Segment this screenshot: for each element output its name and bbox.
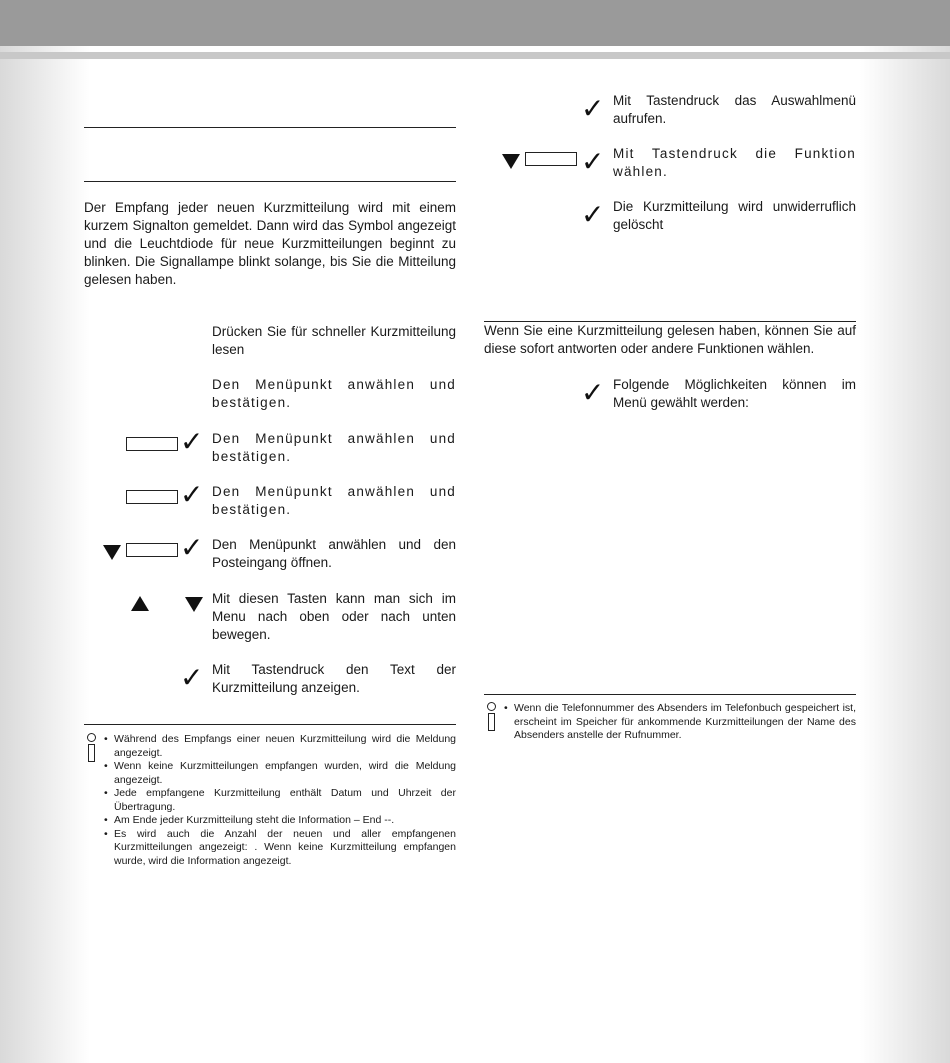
key-button-icon: [126, 437, 178, 451]
check-icon: ✓: [180, 531, 204, 564]
left-notes-list: [104, 733, 456, 868]
right-note-1: • Wenn die Telefonnummer des Absenders im Telefonbuch gespeichert ist, erscheint im Speicher für ankommende Kurzmitteilungen der Name des Absenders anstelle der Rufnummer.: [504, 702, 856, 743]
right-step-2: Mit Tastendruck die Funktion wählen.: [613, 146, 856, 179]
left-step-4: Den Menüpunkt anwählen und bestätigen.: [212, 484, 456, 517]
left-step-1: Drücken Sie für schneller Kurzmitteilung lesen: [212, 324, 456, 357]
check-icon: ✓: [581, 376, 605, 409]
key-button-icon: [525, 152, 577, 166]
check-icon: ✓: [180, 478, 204, 511]
check-icon: ✓: [581, 145, 605, 178]
left-step-6: Mit diesen Tasten kann man sich im Menu nach oben oder nach unten bewegen.: [212, 591, 456, 642]
check-icon: ✓: [581, 92, 605, 125]
right-step-1: Mit Tastendruck das Auswahlmenü aufrufen.: [613, 93, 856, 126]
arrow-down-icon: [185, 597, 203, 612]
info-icon: [486, 702, 498, 732]
right-notes-list: [504, 702, 856, 743]
check-icon: ✓: [180, 661, 204, 694]
left-heading-rule-bottom: [84, 181, 456, 182]
header-stripe: [0, 52, 950, 59]
left-note-5: • Es wird auch die Anzahl der neuen und aller empfangenen Kurzmitteilungen angezeigt: . Wenn keine Kurzmitteilung empfangen wurde, wird die Information angezeigt.: [104, 828, 456, 869]
left-heading-rule-top: [84, 127, 456, 128]
right-step-3: Die Kurzmitteilung wird unwiderruflich gelöscht: [613, 199, 856, 232]
info-icon: [86, 733, 98, 763]
left-step-5: Den Menüpunkt anwählen und den Posteingang öffnen.: [212, 537, 456, 570]
arrow-down-icon: [502, 154, 520, 169]
arrow-down-icon: [103, 545, 121, 560]
left-step-3: Den Menüpunkt anwählen und bestätigen.: [212, 431, 456, 464]
header-bar: [0, 0, 950, 46]
left-notes-rule: [84, 724, 456, 725]
right-intro-text: Wenn Sie eine Kurzmitteilung gelesen haben, können Sie auf diese sofort antworten oder andere Funktionen wählen.: [484, 323, 856, 356]
right-step-options: Folgende Möglichkeiten können im Menü gewählt werden:: [613, 377, 856, 410]
arrow-up-icon: [131, 596, 149, 611]
left-step-2: Den Menüpunkt anwählen und bestätigen.: [212, 377, 456, 410]
key-button-icon: [126, 543, 178, 557]
left-note-3: • Jede empfangene Kurzmitteilung enthält Datum und Uhrzeit der Übertragung.: [104, 787, 456, 814]
left-intro-text: Der Empfang jeder neuen Kurzmitteilung wird mit einem kurzem Signalton gemeldet. Dann wird das Symbol angezeigt und die Leuchtdiode für neue Kurzmitteilungen beginnt zu blinken. Die Signallampe blinkt solange, bis Sie die Mitteilung gelesen haben.: [84, 200, 456, 287]
left-note-2: • Wenn keine Kurzmitteilungen empfangen wurden, wird die Meldung angezeigt.: [104, 760, 456, 787]
check-icon: ✓: [581, 198, 605, 231]
left-step-7: Mit Tastendruck den Text der Kurzmitteilung anzeigen.: [212, 662, 456, 695]
left-note-4: • Am Ende jeder Kurzmitteilung steht die Information – End --.: [104, 814, 456, 828]
key-button-icon: [126, 490, 178, 504]
check-icon: ✓: [180, 425, 204, 458]
right-notes-rule: [484, 694, 856, 695]
left-note-1: • Während des Empfangs einer neuen Kurzmitteilung wird die Meldung angezeigt.: [104, 733, 456, 760]
